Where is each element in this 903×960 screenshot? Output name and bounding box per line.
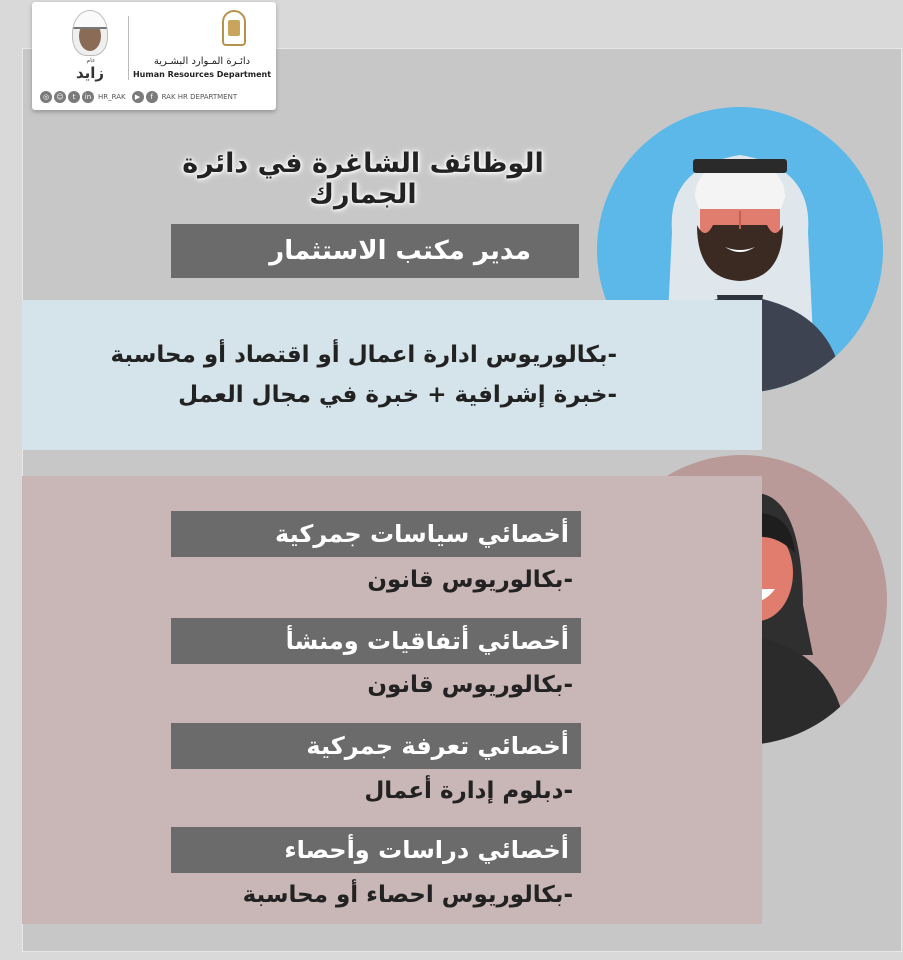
zayed-portrait-icon xyxy=(72,10,108,56)
twitter-icon[interactable]: t xyxy=(68,91,80,103)
page-title: الوظائف الشاغرة في دائرة الجمارك xyxy=(182,148,544,210)
department-name-en: Human Resources Department xyxy=(132,70,272,79)
job-requirement: -خبرة إشرافية + خبرة في مجال العمل xyxy=(178,382,617,408)
job-title-bar: أخصائي أتفاقيات ومنشأ xyxy=(171,618,581,664)
emblem-icon xyxy=(220,10,248,48)
logo-divider xyxy=(128,16,129,80)
snapchat-icon[interactable]: ☺ xyxy=(54,91,66,103)
instagram-icon[interactable]: ◎ xyxy=(40,91,52,103)
logo-card xyxy=(32,2,276,110)
department-name-ar: دائـرة المـوارد البشـرية xyxy=(153,56,251,67)
zayed-year-label: عام xyxy=(86,57,96,64)
job-requirement: -بكالوريوس قانون xyxy=(367,567,573,593)
job-title-bar: أخصائي سياسات جمركية xyxy=(171,511,581,557)
handle-short: HR_RAK xyxy=(98,93,126,101)
social-handles xyxy=(40,90,272,104)
job-title-bar: مدير مكتب الاستثمار xyxy=(171,224,579,278)
job-requirement: -دبلوم إدارة أعمال xyxy=(364,778,573,804)
job-requirement: -بكالوريوس ادارة اعمال أو اقتصاد أو محاسبة xyxy=(110,342,617,368)
linkedin-icon[interactable]: in xyxy=(82,91,94,103)
year-of-zayed-logo xyxy=(58,10,122,82)
zayed-name: زايد xyxy=(75,64,105,82)
requirements-panel-blue xyxy=(22,300,762,450)
facebook-icon[interactable]: f xyxy=(146,91,158,103)
youtube-icon[interactable]: ▶ xyxy=(132,91,144,103)
job-requirement: -بكالوريوس قانون xyxy=(367,672,573,698)
job-title-bar: أخصائي دراسات وأحصاء xyxy=(171,827,581,873)
handle-long: RAK HR DEPARTMENT xyxy=(161,93,238,101)
job-requirement: -بكالوريوس احصاء أو محاسبة xyxy=(242,882,573,908)
job-title-bar: أخصائي تعرفة جمركية xyxy=(171,723,581,769)
